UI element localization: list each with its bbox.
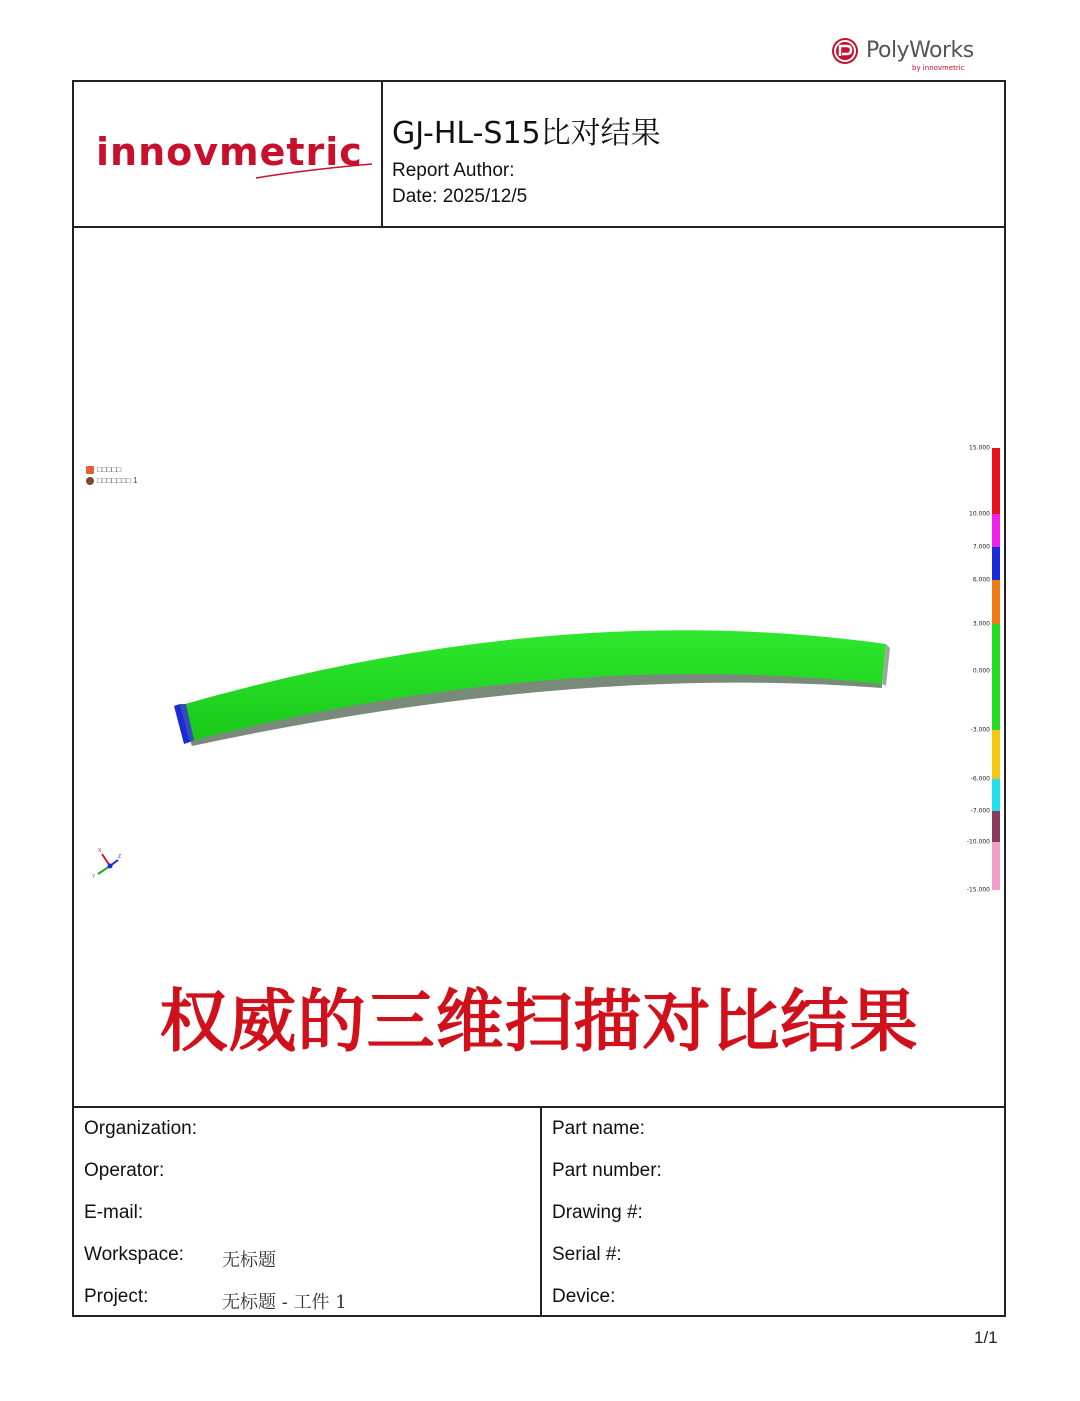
project-label: Project: bbox=[84, 1286, 149, 1307]
email-label: E-mail: bbox=[84, 1202, 144, 1223]
color-scale-label: 10.000 bbox=[969, 510, 990, 518]
report-author: Report Author: bbox=[392, 160, 515, 181]
logo-cell bbox=[74, 82, 383, 226]
color-scale-label: -10.000 bbox=[966, 838, 990, 846]
report-frame bbox=[72, 80, 1006, 1317]
color-scale-label: 7.000 bbox=[972, 543, 990, 551]
part-number-label: Part number: bbox=[552, 1160, 662, 1181]
color-scale-segment bbox=[992, 779, 1000, 811]
color-scale-segment bbox=[992, 580, 1000, 624]
report-date: Date: 2025/12/5 bbox=[392, 186, 528, 207]
page-number: 1/1 bbox=[974, 1328, 998, 1347]
color-scale-segment bbox=[992, 547, 1000, 580]
color-scale-label: 15.000 bbox=[969, 444, 990, 452]
color-scale-label: -7.000 bbox=[970, 807, 990, 815]
color-scale-segment bbox=[992, 811, 1000, 842]
workspace-value: 无标题 bbox=[222, 1250, 276, 1271]
device-label: Device: bbox=[552, 1286, 616, 1307]
polyworks-name: PolyWorks bbox=[866, 38, 974, 63]
polyworks-logo-icon bbox=[830, 36, 860, 66]
color-scale-segment bbox=[992, 624, 1000, 730]
info-right-column bbox=[542, 1108, 1004, 1317]
polyworks-by: by innovmetric bbox=[912, 64, 965, 72]
info-table bbox=[74, 1106, 1004, 1317]
polyworks-logo bbox=[830, 34, 980, 74]
3d-view[interactable] bbox=[74, 228, 1004, 1106]
operator-label: Operator: bbox=[84, 1160, 165, 1181]
color-scale-label: -3.000 bbox=[970, 726, 990, 734]
color-scale-label: -6.000 bbox=[970, 775, 990, 783]
organization-label: Organization: bbox=[84, 1118, 198, 1139]
innovmetric-swoosh-icon bbox=[254, 162, 374, 182]
color-scale-segment bbox=[992, 730, 1000, 779]
project-value: 无标题 - 工件 1 bbox=[222, 1292, 347, 1313]
info-left-column bbox=[74, 1108, 542, 1317]
innovmetric-logo: innovmetric bbox=[96, 130, 363, 174]
color-scale-label: -15.000 bbox=[966, 886, 990, 894]
color-scale-segment bbox=[992, 842, 1000, 890]
promo-caption: 权威的三维扫描对比结果 bbox=[159, 983, 919, 1062]
color-scale bbox=[964, 446, 1004, 892]
axis-z-label: Z bbox=[118, 854, 122, 860]
color-scale-label: 0.000 bbox=[972, 667, 990, 675]
drawing-number-label: Drawing #: bbox=[552, 1202, 643, 1223]
report-title: GJ-HL-S15比对结果 bbox=[392, 116, 661, 151]
color-scale-segment bbox=[992, 448, 1000, 514]
report-header bbox=[74, 82, 1004, 228]
axis-x-label: X bbox=[98, 848, 102, 854]
tree-item-label: □□□□□□□ 1 bbox=[97, 476, 138, 485]
color-scale-label: 3.000 bbox=[972, 620, 990, 628]
axis-y-label: Y bbox=[92, 874, 96, 880]
tree-item-label: □□□□□ bbox=[97, 465, 122, 474]
part-name-label: Part name: bbox=[552, 1118, 645, 1139]
color-scale-label: 6.000 bbox=[972, 576, 990, 584]
serial-number-label: Serial #: bbox=[552, 1244, 622, 1265]
workspace-label: Workspace: bbox=[84, 1244, 184, 1265]
axis-triad-icon bbox=[88, 844, 128, 884]
color-scale-segment bbox=[992, 514, 1000, 547]
